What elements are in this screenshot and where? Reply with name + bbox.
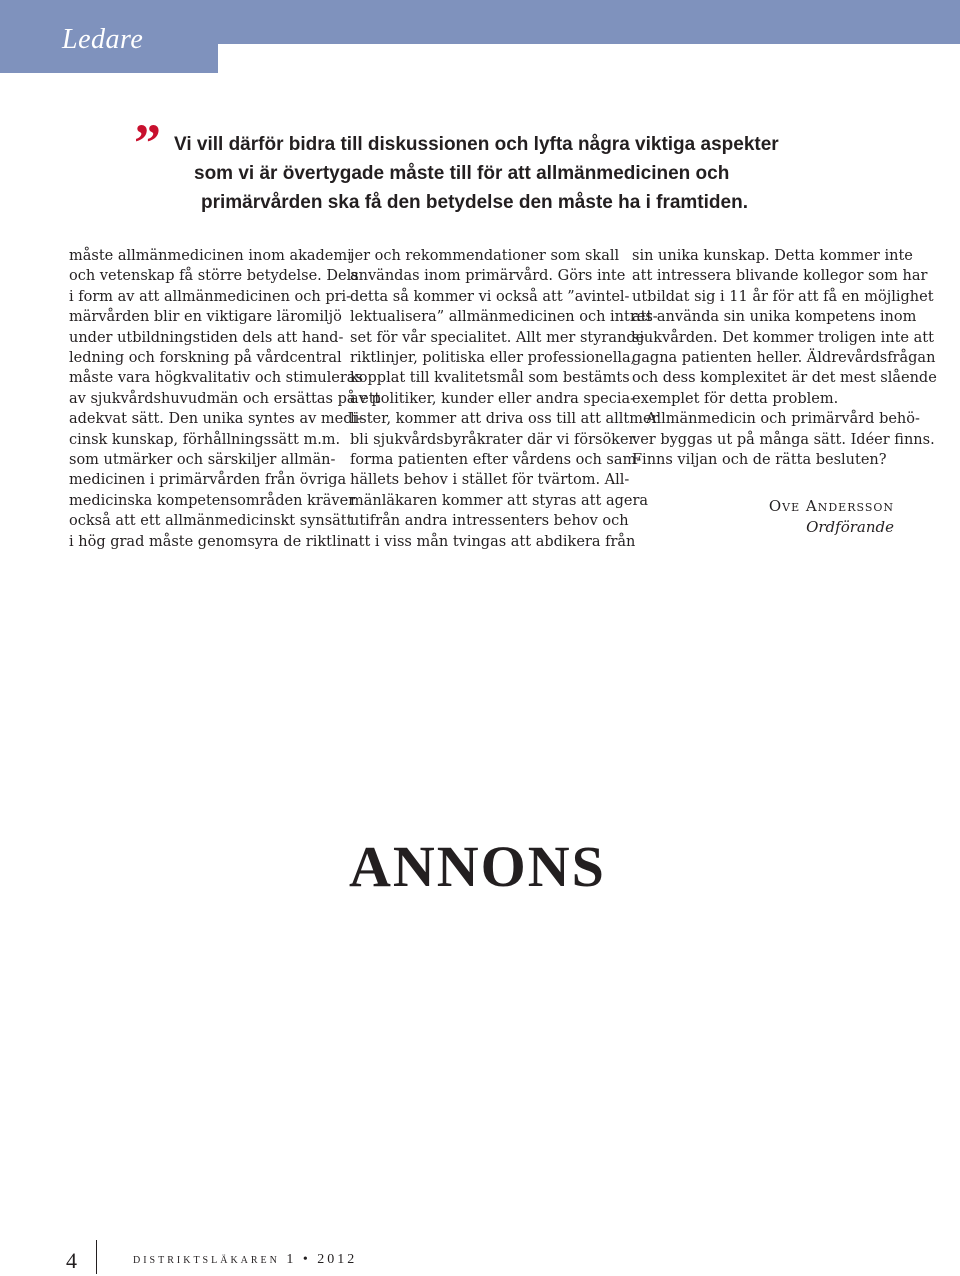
- journal-name: distriktsläkaren 1 • 2012: [133, 1252, 358, 1267]
- header-band: [0, 0, 960, 73]
- text-line: kopplat till kvalitetsmål som bestämts: [350, 370, 630, 387]
- page-number: 4: [66, 1248, 77, 1273]
- text-line: medicinska kompetensområden kräver: [69, 492, 356, 509]
- quote-mark-icon: ”: [134, 113, 161, 173]
- text-line: utifrån andra intressenters behov och: [350, 513, 629, 530]
- text-line: måste allmänmedicinen inom akademi: [69, 248, 352, 264]
- text-line: Allmänmedicin och primärvård behö-: [646, 411, 920, 428]
- text-line: adekvat sätt. Den unika syntes av medi-: [69, 411, 363, 428]
- text-line: ledning och forskning på vårdcentral: [69, 350, 342, 367]
- text-line: och vetenskap få större betydelse. Dels: [69, 268, 359, 285]
- text-line: gagna patienten heller. Äldrevårdsfrågan: [632, 350, 936, 367]
- text-line: i hög grad måste genomsyra de riktlin-: [69, 533, 356, 550]
- text-line: att intressera blivande kollegor som har: [632, 268, 928, 285]
- page-footer: [0, 1240, 960, 1276]
- text-line: Finns viljan och de rätta besluten?: [632, 452, 887, 469]
- text-line: cinsk kunskap, förhållningssätt m.m.: [69, 431, 341, 448]
- text-line: av politiker, kunder eller andra specia-: [350, 390, 636, 407]
- advertisement-placeholder: ANNONS: [349, 834, 606, 899]
- section-label: Ledare: [62, 24, 144, 55]
- text-line: sjukvården. Det kommer troligen inte att: [632, 329, 934, 346]
- text-line: lister, kommer att driva oss till att alltmer: [350, 411, 659, 428]
- text-line: detta så kommer vi också att ”avintel-: [350, 288, 630, 305]
- text-line: måste vara högkvalitativ och stimuleras: [69, 370, 363, 387]
- pull-quote: [174, 130, 834, 217]
- text-line: märvården blir en viktigare läromiljö: [69, 309, 342, 326]
- text-line: hällets behov i stället för tvärtom. All-: [350, 472, 630, 489]
- text-line: bli sjukvårdsbyråkrater där vi försöker: [350, 431, 636, 448]
- text-line: exemplet för detta problem.: [632, 390, 839, 407]
- text-line: lektualisera” allmänmedicinen och intres-: [350, 309, 658, 326]
- text-line: mänläkaren kommer att styras att agera: [350, 492, 649, 509]
- signature-name: Ove Andersson: [768, 497, 894, 515]
- text-line: också att ett allmänmedicinskt synsätt: [69, 513, 353, 530]
- signature: [632, 496, 894, 538]
- text-line: sin unika kunskap. Detta kommer inte: [632, 248, 913, 264]
- pull-quote-line: primärvården ska få den betydelse den måste ha i framtiden.: [201, 192, 748, 213]
- signature-role: Ordförande: [806, 518, 894, 536]
- text-line: medicinen i primärvården från övriga: [69, 472, 347, 489]
- text-line: och dess komplexitet är det mest slående: [632, 370, 937, 387]
- text-line: forma patienten efter vårdens och sam-: [350, 452, 642, 469]
- text-line: ver byggas ut på många sätt. Idéer finns.: [632, 431, 935, 448]
- text-line: att använda sin unika kompetens inom: [632, 309, 917, 326]
- text-line: av sjukvårdshuvudmän och ersättas på ett: [69, 390, 381, 407]
- text-line: som utmärker och särskiljer allmän-: [69, 452, 336, 469]
- footer-divider: [96, 1240, 97, 1274]
- text-line: riktlinjer, politiska eller professionella,: [350, 350, 636, 367]
- pull-quote-line: Vi vill därför bidra till diskussionen och lyfta några viktiga aspekter: [174, 134, 779, 155]
- text-line: användas inom primärvård. Görs inte: [350, 268, 626, 285]
- text-column-2: [350, 246, 659, 552]
- text-line: set för vår specialitet. Allt mer styrande: [350, 329, 645, 346]
- text-line: i form av att allmänmedicinen och pri-: [69, 288, 352, 305]
- text-column-1: [69, 246, 381, 552]
- text-column-3: [632, 246, 937, 470]
- text-line: jer och rekommendationer som skall: [350, 248, 620, 264]
- text-line: att i viss mån tvingas att abdikera från: [350, 533, 636, 550]
- pull-quote-line: som vi är övertygade måste till för att allmänmedicinen och: [194, 163, 730, 184]
- text-line: utbildat sig i 11 år för att få en möjlighet: [632, 288, 934, 305]
- text-line: under utbildningstiden dels att hand-: [69, 329, 344, 346]
